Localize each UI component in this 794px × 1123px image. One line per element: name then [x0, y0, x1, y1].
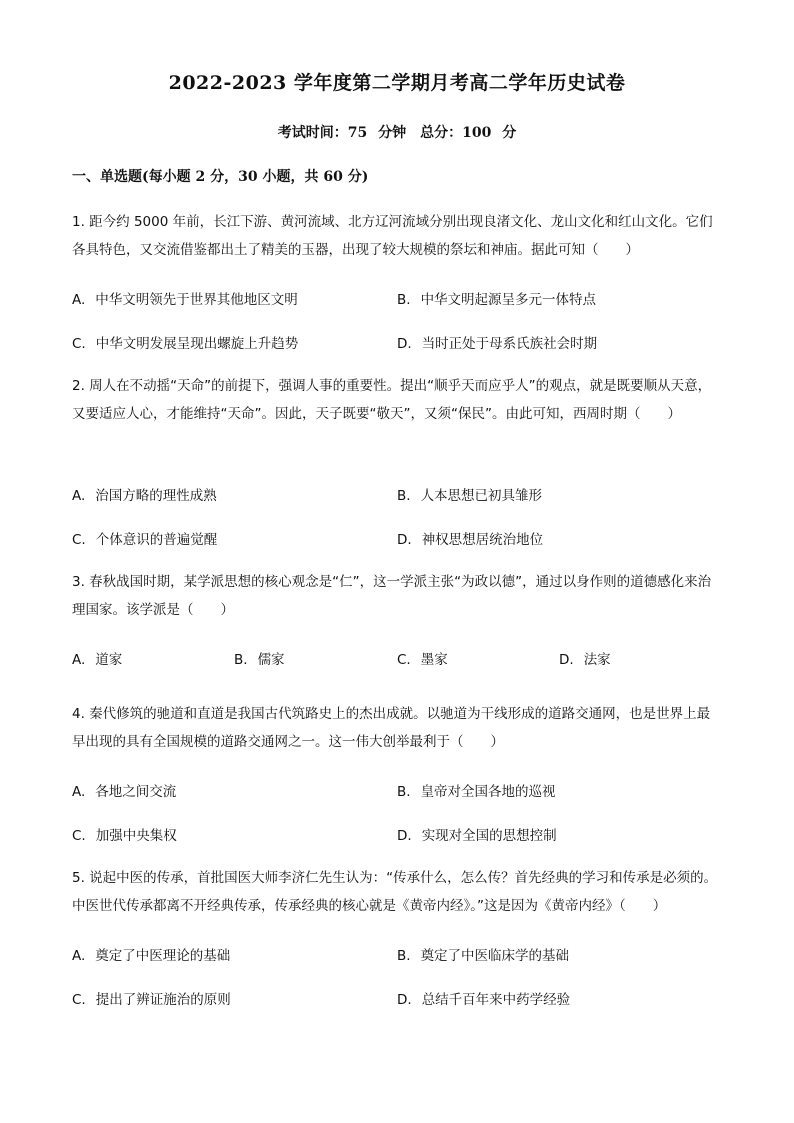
option-letter: B.	[397, 784, 411, 800]
question-3-option-d[interactable]	[559, 648, 611, 668]
question-4-option-b[interactable]	[397, 780, 556, 800]
question-4-option-c[interactable]	[72, 824, 177, 844]
option-letter: C.	[397, 652, 411, 668]
option-text: 加强中央集权	[95, 828, 177, 844]
option-text: 神权思想居统治地位	[421, 532, 544, 548]
option-text: 治国方略的理性成熟	[95, 488, 217, 504]
option-text: 提出了辨证施治的原则	[95, 992, 231, 1008]
question-3-option-b[interactable]	[234, 648, 285, 668]
option-text: 中华文明发展呈现出螺旋上升趋势	[95, 336, 299, 352]
option-letter: B.	[234, 652, 248, 668]
option-letter: D.	[397, 828, 412, 844]
option-text: 儒家	[257, 652, 285, 668]
option-text: 法家	[583, 652, 611, 668]
option-text: 奠定了中医理论的基础	[95, 948, 231, 964]
option-text: 中华文明领先于世界其他地区文明	[95, 292, 298, 308]
question-5-option-c[interactable]	[72, 988, 231, 1008]
question-5-option-b[interactable]	[397, 944, 569, 964]
option-letter: B.	[397, 948, 411, 964]
option-letter: C.	[72, 532, 86, 548]
option-letter: B.	[397, 292, 411, 308]
option-letter: A.	[72, 652, 86, 668]
question-1-stem: 1. 距今约 5000 年前，长江下游、黄河流域、北方辽河流域分别出现良渚文化、龙山文化和红山文化。它们各具特色，又交流借鉴都出土了精美的玉器，出现了较大规模的祭坛和神庙。据此可知（ ）	[72, 214, 713, 258]
option-letter: D.	[397, 532, 412, 548]
question-3-option-c[interactable]	[397, 648, 448, 668]
option-text: 总结千百年来中药学经验	[421, 992, 571, 1008]
option-text: 个体意识的普遍觉醒	[95, 532, 218, 548]
question-2-option-b[interactable]	[397, 484, 542, 504]
question-2-option-c[interactable]	[72, 528, 217, 548]
question-5-option-a[interactable]	[72, 944, 230, 964]
question-5-option-d[interactable]	[397, 988, 570, 1008]
option-text: 奠定了中医临床学的基础	[420, 948, 570, 964]
question-4-option-d[interactable]	[397, 824, 557, 844]
question-3-stem: 3. 春秋战国时期，某学派思想的核心观念是“仁”，这一学派主张“为政以德”，通过以身作则的道德感化来治理国家。该学派是（ ）	[72, 574, 712, 618]
page-title: 2022-2023 学年度第二学期月考高二学年历史试卷	[168, 72, 626, 94]
question-2-stem: 2. 周人在不动摇“天命”的前提下，强调人事的重要性。提出“顺乎天而应乎人”的观点，就是既要顺从天意，又要适应人心，才能维持“天命”。因此，天子既要“敬天”，又须“保民”。由此可知，西周时期（ ）	[72, 378, 712, 422]
question-5-stem: 5. 说起中医的传承，首批国医大师李济仁先生认为：“传承什么，怎么传？首先经典的学习和传承是必须的。中医世代传承都离不开经典传承，传承经典的核心就是《黄帝内经》。”这是因为《黄帝内经》（ ）	[72, 870, 718, 914]
option-letter: C.	[72, 828, 86, 844]
question-4-stem: 4. 秦代修筑的驰道和直道是我国古代筑路史上的杰出成就。以驰道为干线形成的道路交通网，也是世界上最早出现的具有全国规模的道路交通网之一。这一伟大创举最利于（ ）	[72, 706, 711, 750]
option-text: 墨家	[420, 652, 448, 668]
section-heading: 一、单选题(每小题 2 分，30 小题，共 60 分)	[72, 169, 369, 185]
option-letter: D.	[559, 652, 574, 668]
question-1-option-d[interactable]	[397, 332, 597, 352]
option-letter: C.	[72, 992, 86, 1008]
option-letter: A.	[72, 784, 86, 800]
option-text: 皇帝对全国各地的巡视	[420, 784, 556, 800]
option-text: 人本思想已初具雏形	[420, 488, 543, 504]
option-text: 中华文明起源呈多元一体特点	[420, 292, 597, 308]
option-letter: A.	[72, 948, 86, 964]
question-2-option-a[interactable]	[72, 484, 217, 504]
exam-info: 考试时间：75 分钟 总分：100 分	[277, 125, 517, 141]
question-3-option-a[interactable]	[72, 648, 122, 668]
option-letter: B.	[397, 488, 411, 504]
question-2-option-d[interactable]	[397, 528, 543, 548]
option-letter: D.	[397, 992, 412, 1008]
option-text: 当时正处于母系氏族社会时期	[421, 336, 598, 352]
option-letter: A.	[72, 292, 86, 308]
option-text: 道家	[95, 652, 123, 668]
option-letter: C.	[72, 336, 86, 352]
question-1-option-c[interactable]	[72, 332, 298, 352]
question-4-option-a[interactable]	[72, 780, 176, 800]
question-1-option-a[interactable]	[72, 288, 298, 308]
option-text: 实现对全国的思想控制	[421, 828, 557, 844]
option-text: 各地之间交流	[95, 784, 177, 800]
option-letter: D.	[397, 336, 412, 352]
question-1-option-b[interactable]	[397, 288, 596, 308]
option-letter: A.	[72, 488, 86, 504]
